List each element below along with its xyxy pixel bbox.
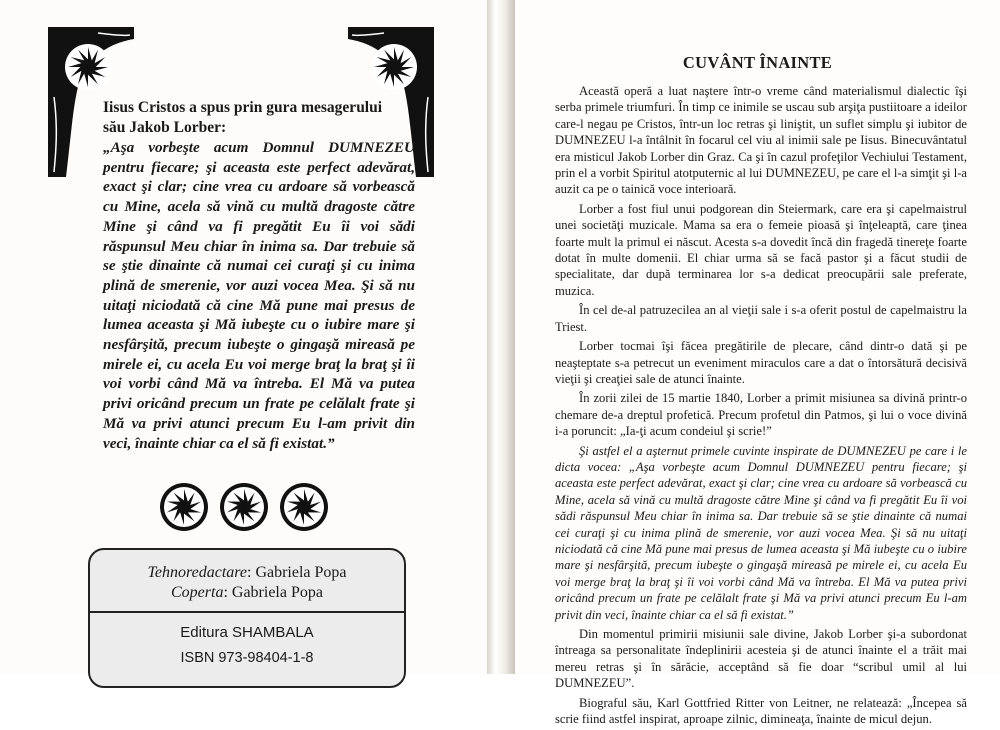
isbn-number: ISBN 973-98404-1-8 — [180, 650, 314, 666]
paragraph: În cel de-al patruzecilea an al vieţii sale i s-a oferit postul de capelmaistru la Triest. — [555, 303, 967, 334]
right-page — [515, 0, 1000, 727]
credit-typesetting — [90, 563, 404, 583]
intro-text: Iisus Cristos a spus prin gura mesagerului său Jakob Lorber: — [103, 99, 383, 136]
quote-text: „Aşa vorbeşte acum Domnul DUMNEZEU pentru fiecare; şi aceasta este perfect adevărat, exact şi clar; cine vrea cu ardoare să vorbească cu Mine, acela să vină cu multă dragoste către Mine şi când va fi pregătit Eu îi voi sădi răspunsul Meu chiar în inima sa. Dar trebuie să se ştie dinainte că numai cei curaţi şi cu inima plină de smerenie, vor auzi vocea Mea. Şi să nu uitaţi niciodată că cine Mă pune mai presus de lumea aceasta şi Mă iubeşte cu o iubire mare şi nesfârşită, precum iubeşte o gingaşă mireasă pe mirele ei, cu acela Eu voi merge braţ la braţ şi îi voi vorbi când Mă va întreba. El Mă va putea privi oricând precum un frate pe celălalt frate şi Mă va privi atunci precum Eu l-am privit din veci, înainte chiar ca el să fi existat.” — [103, 139, 415, 452]
paragraph: Această operă a luat naştere într-o vreme când materialismul dialectic îşi serba primele triumfuri. În timp ce inimile se uscau sub arşiţa pustiitoare a ideilor care-l negau pe Cristos, într-un loc retras şi liniştit, un suflet simplu şi iubitor de DUMNEZEU l-a întâlnit în focarul cel viu al inimii sale pe Iisus. Binecuvântatul era misticul Jakob Lorber din Graz. Ca şi în cazul profeţilor Vechiului Testament, prin el a vorbit Spiritul atotputernic al lui DUMNEZEU, pe care el l-a simţit şi l-a auzit ca pe o tainică voce interioară. — [555, 84, 967, 197]
book-gutter — [487, 0, 515, 674]
credits-divider — [90, 611, 404, 613]
rosette-ornament — [219, 482, 269, 532]
rosette-row — [159, 482, 329, 532]
credit-cover — [90, 583, 404, 603]
publisher-name: Editura SHAMBALA — [180, 624, 314, 641]
body-text — [555, 83, 967, 730]
typesetting-label: Tehnoredactare — [147, 564, 247, 581]
cover-value: : Gabriela Popa — [223, 584, 323, 601]
paragraph: Lorber a fost fiul unui podgorean din Steiermark, care era şi capelmaistrul unei societăţi muzicale. Mama sa era o femeie pioasă şi înţeleaptă, care ţinea foarte mult la primul ei născut. Acesta s-a dovedit încă din fragedă tinereţe foarte dotat în multe domenii. El chiar urma să se facă pastor şi a făcut studii de specialitate, dar după terminarea lor s-a dedicat preocupării sale preferate, muzica. — [555, 201, 967, 298]
page-title: CUVÂNT ÎNAINTE — [682, 53, 833, 72]
typesetting-value: : Gabriela Popa — [247, 564, 347, 581]
paragraph: În zorii zilei de 15 martie 1840, Lorber a primit misiunea sa divină printr-o chemare de-a dreptul profetică. Precum profetul din Patmos, şi lui o voce divină i-a poruncit: „Ia-ţi acum condeiul şi scrie!” — [555, 391, 967, 439]
cover-label: Coperta — [171, 584, 224, 601]
paragraph: Lorber tocmai îşi făcea pregătirile de plecare, când dintr-o dată şi pe neaşteptate s-a petrecut un eveniment miraculos care a dat o întorsătură decisivă vieţii şi creaţiei sale de atunci înainte. — [555, 339, 967, 386]
paragraph: Din momentul primirii misiunii sale divine, Jakob Lorber şi-a subordonat întreaga sa personalitate îndeplinirii acesteia şi de atunci înainte el a trăit mai mereu retras şi în sărăcie, acceptând să fie doar “scribul umil al lui DUMNEZEU”. — [555, 627, 967, 691]
rosette-ornament — [159, 482, 209, 532]
left-page — [0, 0, 487, 674]
paragraph: Biograful său, Karl Gottfried Ritter von Leitner, ne relatează: „Începea să scrie fiind astfel inspirat, aproape zilnic, dimineaţa, înainte de micul dejun. — [555, 695, 967, 727]
rosette-ornament — [279, 482, 329, 532]
paragraph-quote: Şi astfel el a aşternut primele cuvinte inspirate de DUMNEZEU pe care i le dicta vocea: „Aşa vorbeşte acum Domnul DUMNEZEU pentru fiecare; şi aceasta este perfect adevărat, exact şi clar; cine vrea cu ardoare să vorbească cu Mine, acela să vină cu multă dragoste către Mine şi când va fi pregătit Eu îi voi sădi răspunsul Meu chiar în inima sa. Dar trebuie să se ştie dinainte că numai cei curaţi şi cu inima plină de smerenie, vor auzi vocea Mea. Şi să nu uitaţi niciodată că cine Mă pune mai presus de lumea aceasta şi Mă iubeşte cu o iubire mare şi nesfârşită, precum iubeşte o gingaşă mireasă pe mirele ei, cu acela Eu voi merge braţ la braţ şi îi voi vorbi când Mă va întreba. El Mă va putea privi oricând precum un frate pe celălalt frate şi Mă va privi atunci precum Eu l-am privit din veci, înainte chiar ca el să fi existat.” — [555, 443, 967, 622]
credits-box — [88, 548, 406, 688]
